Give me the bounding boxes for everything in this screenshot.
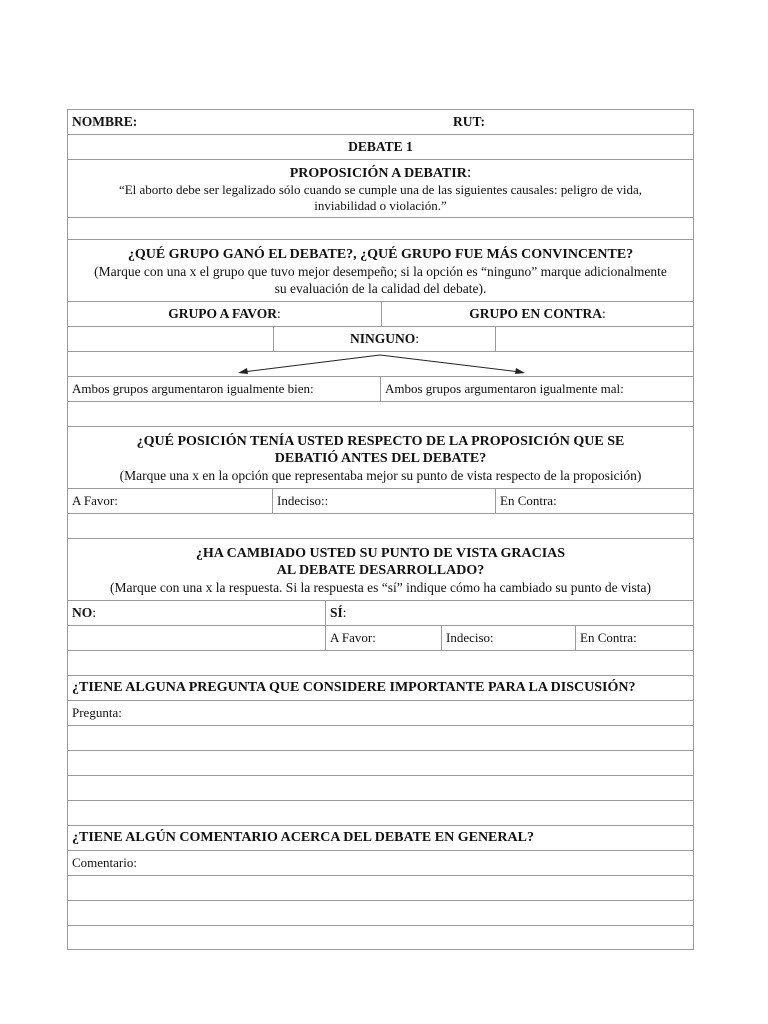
q1-instructions: (Marque con una x el grupo que tuvo mejor desempeño; si la opción es “ninguno” marque adicionalmente su evaluación de la calidad del debate). [94, 264, 667, 296]
left-arrow-line [243, 355, 380, 372]
q2-en-contra-label: En Contra: [500, 493, 557, 508]
spacer-row [67, 401, 694, 426]
q3-a-favor-cell[interactable] [325, 626, 441, 650]
q5-answer-line[interactable] [67, 875, 694, 900]
nombre-label: NOMBRE: [72, 114, 138, 129]
q2-options-row [67, 488, 694, 513]
q4-header-row [67, 675, 694, 700]
q3-indeciso-label: Indeciso: [446, 630, 494, 645]
q2-header-row [67, 426, 694, 488]
q4-field-row[interactable] [67, 700, 694, 725]
q1-header-row [67, 239, 694, 301]
ninguno-colon: : [415, 331, 420, 346]
q4-question: ¿TIENE ALGUNA PREGUNTA QUE CONSIDERE IMPORTANTE PARA LA DISCUSIÓN? [72, 680, 636, 695]
spacer-row [67, 650, 694, 675]
q3-no-cell[interactable] [68, 601, 325, 625]
q5-question: ¿TIENE ALGÚN COMENTARIO ACERCA DEL DEBATE EN GENERAL? [72, 830, 534, 845]
q4-answer-line[interactable] [67, 775, 694, 800]
q3-question: ¿HA CAMBIADO USTED SU PUNTO DE VISTA GRACIAS AL DEBATE DESARROLLADO? [195, 546, 566, 578]
debate-evaluation-form [67, 109, 694, 950]
grupo-contra-cell[interactable] [381, 302, 693, 326]
q1-groups-row [67, 301, 694, 326]
ninguno-cell[interactable] [273, 327, 496, 351]
q3-no-label: NO [72, 605, 93, 620]
q2-instructions: (Marque una x en la opción que representaba mejor su punto de vista respecto de la proposición) [119, 468, 642, 483]
q2-question: ¿QUÉ POSICIÓN TENÍA USTED RESPECTO DE LA PROPOSICIÓN QUE SE DEBATIÓ ANTES DEL DEBATE? [136, 434, 625, 466]
rut-label: RUT: [453, 114, 485, 129]
q3-si-label: SÍ [330, 605, 343, 620]
q2-a-favor-cell[interactable] [68, 489, 272, 513]
right-arrow-head [515, 368, 525, 374]
ninguno-label: NINGUNO [349, 331, 416, 346]
q4-answer-line[interactable] [67, 800, 694, 825]
q3-indeciso-cell[interactable] [441, 626, 575, 650]
debate-title: DEBATE 1 [348, 139, 413, 154]
q3-si-cell[interactable] [325, 601, 693, 625]
comentario-label: Comentario: [72, 855, 137, 870]
q3-yes-no-row [67, 600, 694, 625]
proposition-label: PROPOSICIÓN A DEBATIR [289, 166, 467, 181]
q2-indeciso-label: Indeciso:: [277, 493, 329, 508]
q3-instructions: (Marque con una x la respuesta. Si la respuesta es “sí” indique cómo ha cambiado su punto de vista) [110, 580, 651, 595]
q1-question: ¿QUÉ GRUPO GANÓ EL DEBATE?, ¿QUÉ GRUPO FUE MÁS CONVINCENTE? [127, 247, 634, 262]
q5-field-row[interactable] [67, 850, 694, 875]
proposition-text: “El aborto debe ser legalizado sólo cuando se cumple una de las siguientes causales: peligro de vida, inviabilidad o violación.” [118, 182, 643, 213]
q4-answer-line[interactable] [67, 725, 694, 750]
q1-ninguno-row [67, 326, 694, 351]
grupo-favor-cell[interactable] [68, 302, 381, 326]
q4-answer-line[interactable] [67, 750, 694, 775]
left-arrow-head [238, 368, 248, 374]
grupo-contra-label: GRUPO EN CONTRA [469, 306, 602, 321]
proposition-row [67, 159, 694, 217]
right-arrow-line [380, 355, 520, 372]
spacer-row [67, 217, 694, 239]
debate-title-row [67, 134, 694, 159]
q3-change-row [67, 625, 694, 650]
q5-answer-line[interactable] [67, 900, 694, 925]
arrow-row [67, 351, 694, 376]
spacer-row [67, 513, 694, 538]
q5-header-row [67, 825, 694, 850]
both-good-label: Ambos grupos argumentaron igualmente bien: [72, 381, 314, 396]
q3-a-favor-label: A Favor: [330, 630, 376, 645]
q3-header-row [67, 538, 694, 600]
grupo-favor-colon: : [276, 306, 281, 321]
q2-a-favor-label: A Favor: [72, 493, 118, 508]
q3-si-colon: : [342, 605, 347, 620]
both-good-cell[interactable] [68, 377, 380, 401]
q5-answer-line[interactable] [67, 925, 694, 950]
q3-no-colon: : [92, 605, 97, 620]
q1-quality-row [67, 376, 694, 401]
both-bad-label: Ambos grupos argumentaron igualmente mal: [385, 381, 624, 396]
q3-en-contra-cell[interactable] [575, 626, 693, 650]
branch-arrows [68, 352, 693, 377]
q2-en-contra-cell[interactable] [495, 489, 693, 513]
q3-en-contra-label: En Contra: [580, 630, 637, 645]
pregunta-label: Pregunta: [72, 705, 122, 720]
name-rut-row [67, 109, 694, 134]
proposition-colon: : [466, 164, 472, 181]
both-bad-cell[interactable] [380, 377, 693, 401]
grupo-contra-colon: : [602, 306, 606, 321]
q2-indeciso-cell[interactable] [272, 489, 495, 513]
grupo-favor-label: GRUPO A FAVOR [168, 306, 277, 321]
